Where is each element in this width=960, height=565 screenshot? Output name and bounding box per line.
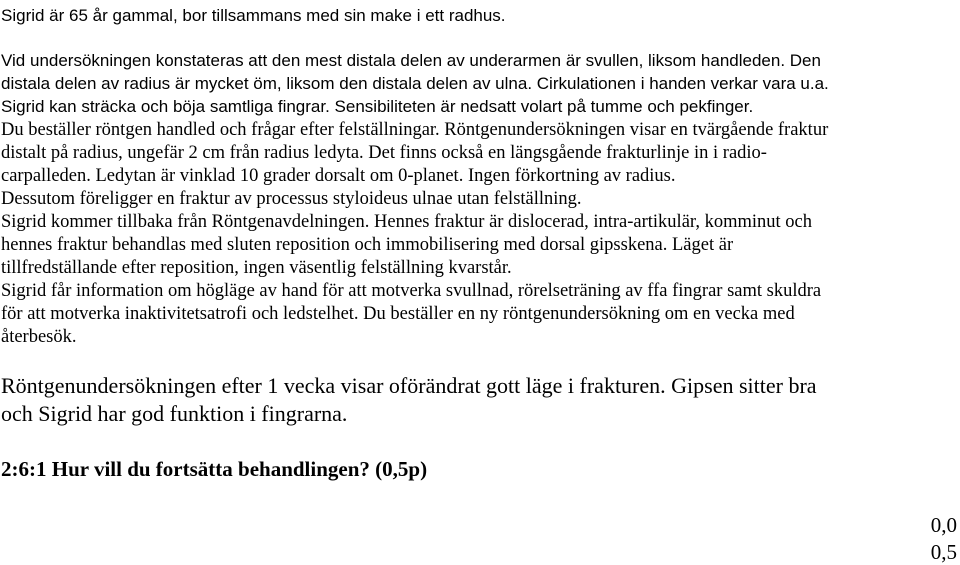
exam-line: Vid undersökningen konstateras att den mest distala delen av underarmen är svullen, liksom handleden. Den — [1, 51, 821, 70]
xray-line: hennes fraktur behandlas med sluten reposition och immobilisering med dorsal gipsskena. Läget är — [1, 235, 734, 255]
xray-line: carpalleden. Ledytan är vinklad 10 grader dorsalt om 0-planet. Ingen förkortning av radius. — [1, 166, 676, 186]
xray-line: Sigrid kommer tillbaka från Röntgenavdelningen. Hennes fraktur är dislocerad, intra-artikulär, komminut och — [1, 212, 812, 232]
exam-line: Sigrid kan sträcka och böja samtliga fingrar. Sensibiliteten är nedsatt volart på tumme och pekfinger. — [1, 97, 754, 116]
xray-line: återbesök. — [1, 327, 77, 347]
score-option: 0,5 — [930, 540, 957, 564]
score-option: 0,0 — [930, 513, 957, 537]
question-heading: 2:6:1 Hur vill du fortsätta behandlingen? (0,5p) — [1, 457, 428, 481]
xray-line: för att motverka inaktivitetsatrofi och ledstelhet. Du beställer en ny röntgenundersökning om en vecka med — [1, 304, 795, 324]
followup-line: och Sigrid har god funktion i fingrarna. — [1, 401, 348, 426]
followup-line: Röntgenundersökningen efter 1 vecka visar oförändrat gott läge i frakturen. Gipsen sitter bra — [1, 373, 817, 398]
xray-line: Sigrid får information om högläge av hand för att motverka svullnad, rörelseträning av ffa fingrar samt skuldra — [1, 281, 822, 301]
xray-line: Dessutom föreligger en fraktur av processus styloideus ulnae utan felställning. — [1, 189, 582, 209]
xray-line: tillfredställande efter reposition, ingen väsentlig felställning kvarstår. — [1, 258, 512, 278]
xray-line: Du beställer röntgen handled och frågar efter felställningar. Röntgenundersökningen visar en tvärgående fraktur — [1, 120, 829, 140]
xray-line: distalt på radius, ungefär 2 cm från radius ledyta. Det finns också en längsgående frakturlinje in i radio- — [1, 143, 767, 163]
intro-paragraph: Sigrid är 65 år gammal, bor tillsammans med sin make i ett radhus. — [1, 6, 506, 25]
exam-line: distala delen av radius är mycket öm, liksom den distala delen av ulna. Cirkulationen i handen verkar vara u.a. — [1, 74, 829, 93]
